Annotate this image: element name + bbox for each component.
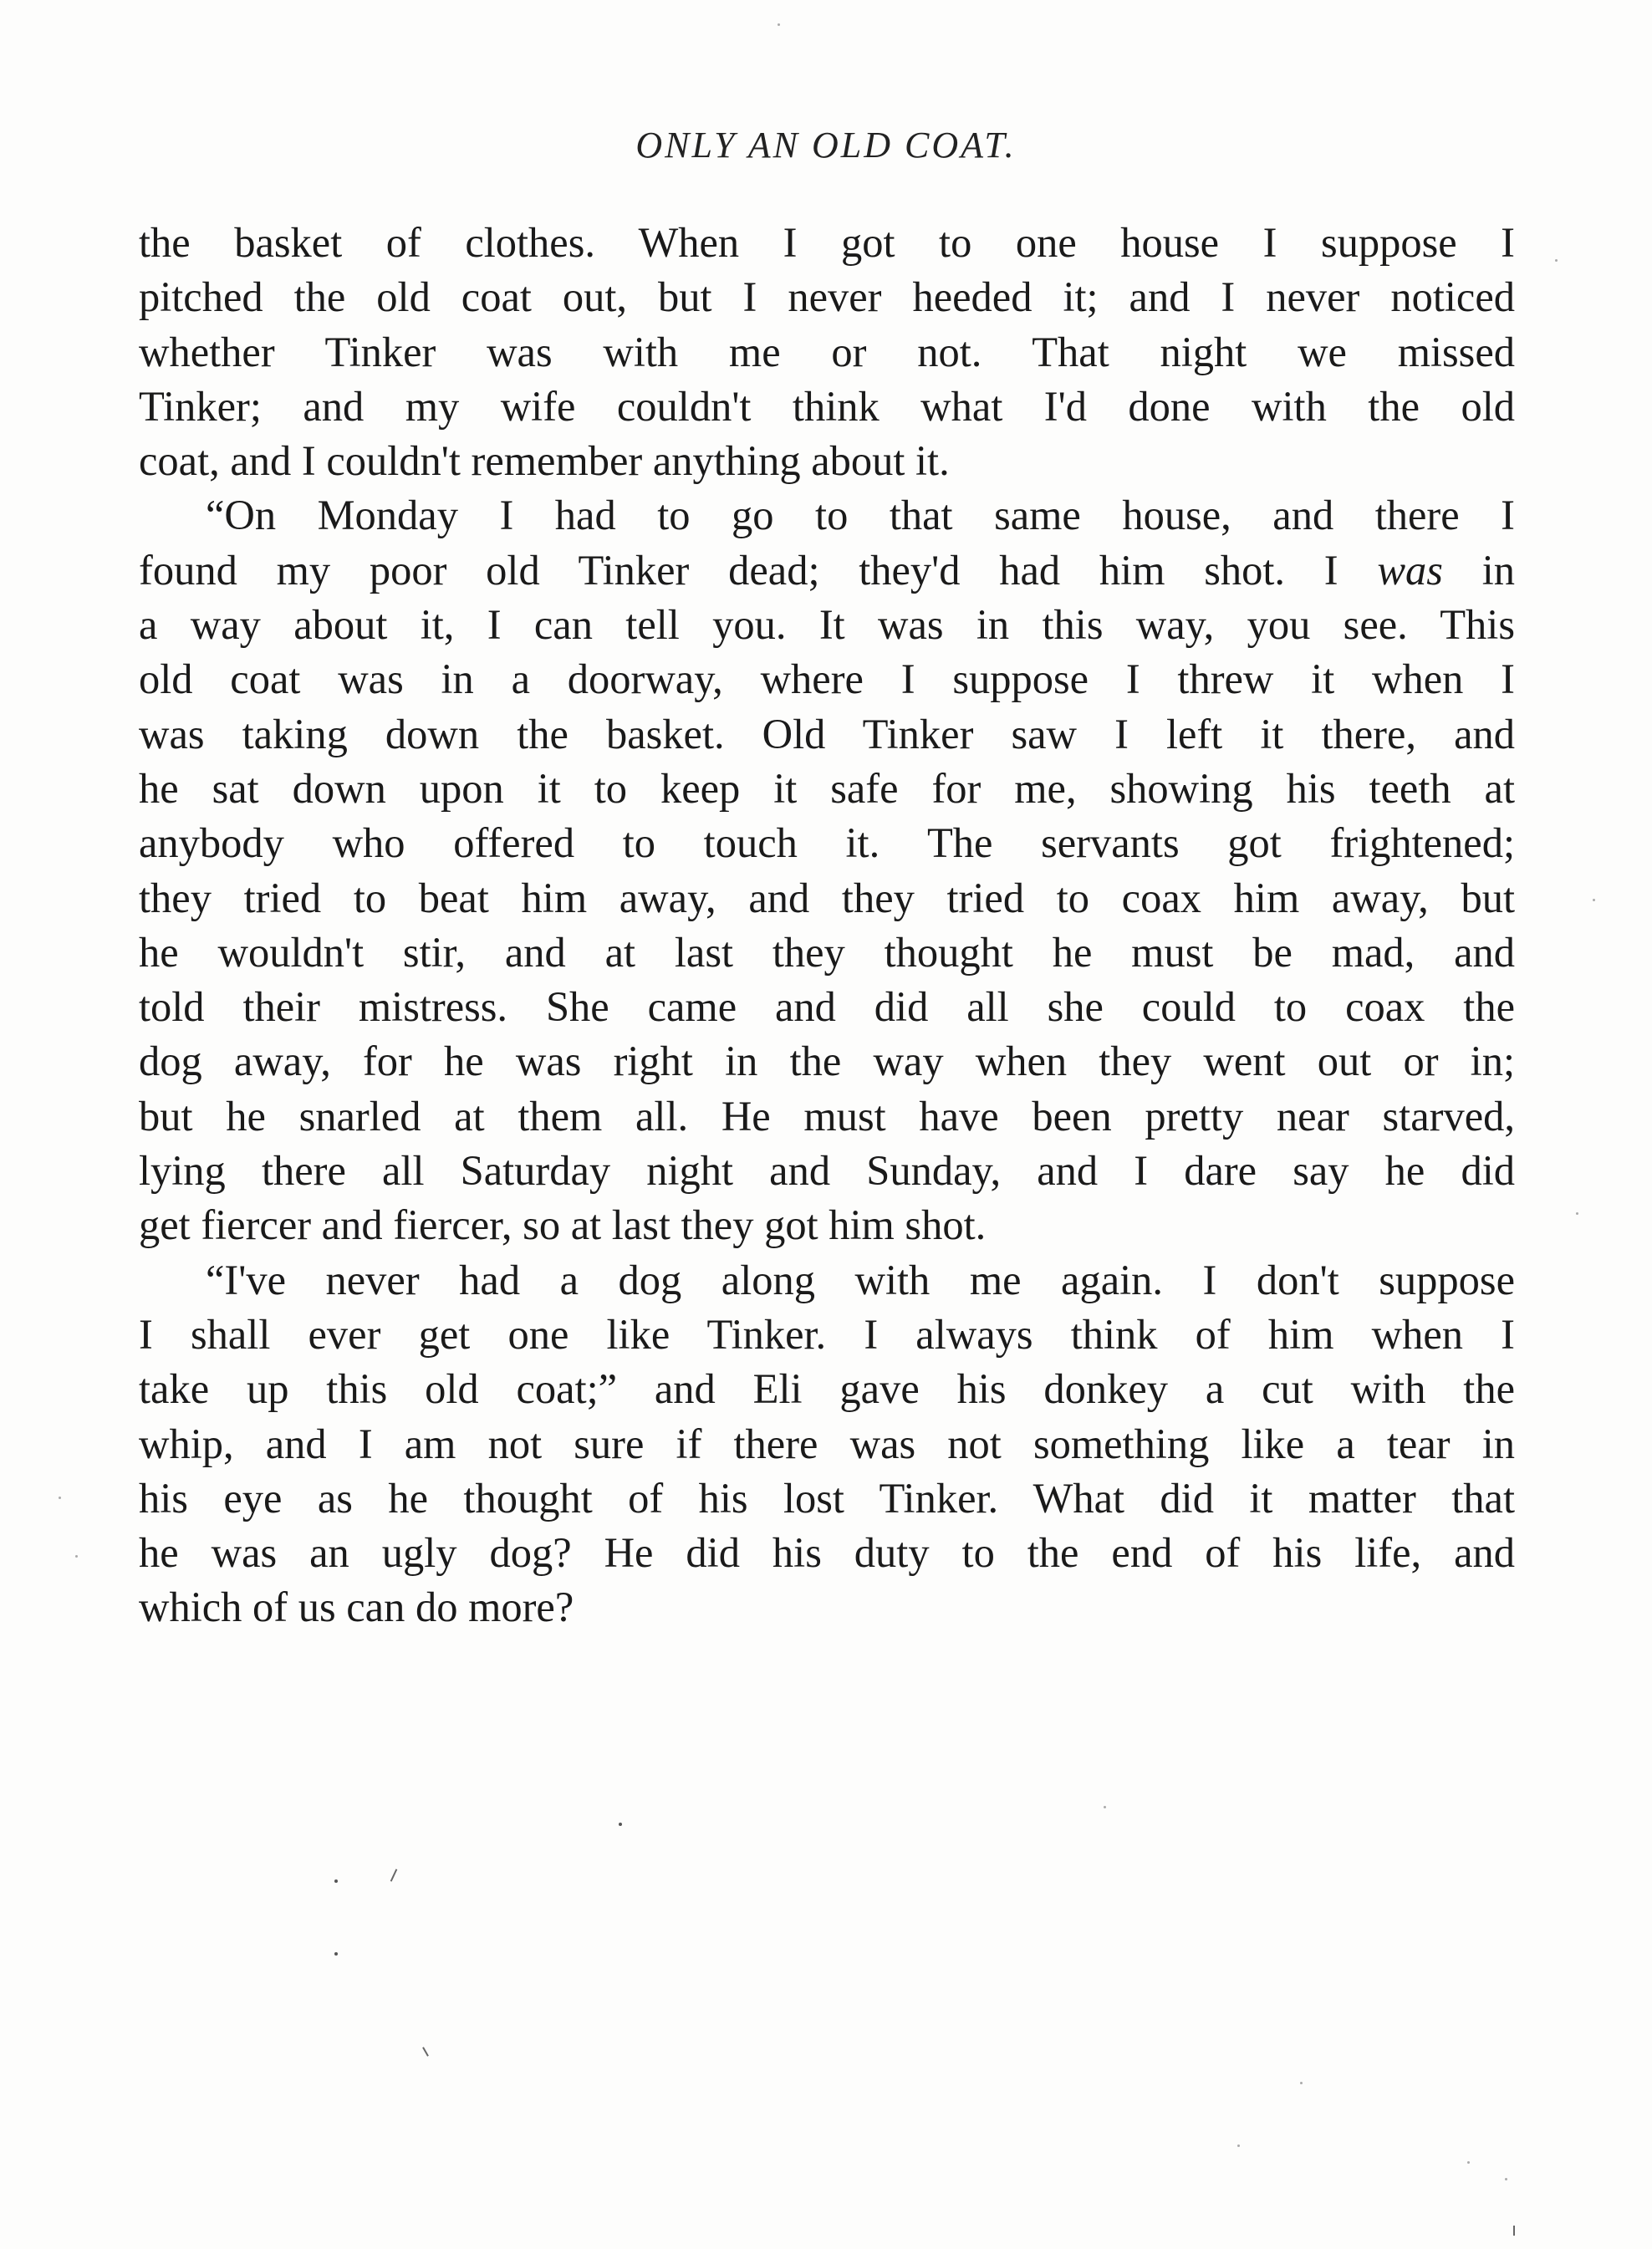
text-line: old coat was in a doorway, where I suppose I threw it when I — [139, 655, 1515, 703]
text-line: whether Tinker was with me or not. That night we missed — [139, 328, 1515, 375]
text-line: lying there all Saturday night and Sunday, and I dare say he did — [139, 1147, 1515, 1195]
scan-speck — [1593, 899, 1595, 901]
text-line: whip, and I am not sure if there was not something like a tear in — [139, 1420, 1515, 1467]
text-line: a way about it, I can tell you. It was in this way, you see. This — [139, 601, 1515, 649]
scan-speck — [1104, 1806, 1106, 1808]
scan-mark — [1513, 2226, 1515, 2236]
scan-speck — [1467, 2161, 1470, 2164]
text-line: he wouldn't stir, and at last they thought he must be mad, and — [139, 928, 1515, 976]
text-line: he was an ugly dog? He did his duty to the end of his life, and — [139, 1529, 1515, 1577]
text-line: but he snarled at them all. He must have been pretty near starved, — [139, 1092, 1515, 1140]
scan-speck — [1300, 2082, 1303, 2084]
line-text: found my poor old Tinker dead; they'd had him shot. I — [139, 546, 1378, 594]
running-title: ONLY AN OLD COAT. — [635, 125, 1017, 166]
paragraph-2 — [139, 488, 1515, 1252]
text-line: he sat down upon it to keep it safe for me, showing his teeth at — [139, 764, 1515, 812]
scan-speck — [334, 1879, 338, 1883]
paragraph-1 — [139, 216, 1515, 488]
scan-speck — [334, 1952, 338, 1956]
text-line: take up this old coat;” and Eli gave his donkey a cut with the — [139, 1365, 1515, 1413]
text-line: told their mistress. She came and did all she could to coax the — [139, 983, 1515, 1031]
line-text-tail: in — [1442, 546, 1515, 594]
scan-speck — [75, 1555, 78, 1558]
text-line: dog away, for he was right in the way when they went out or in; — [139, 1038, 1515, 1085]
scan-speck — [778, 23, 780, 26]
emphasis-word: was — [1377, 546, 1443, 594]
text-line: which of us can do more? — [139, 1583, 574, 1631]
text-line: Tinker; and my wife couldn't think what I'd done with the old — [139, 382, 1515, 430]
scan-mark — [422, 2047, 429, 2056]
scan-speck — [1555, 259, 1558, 262]
scan-speck — [619, 1823, 622, 1826]
text-line: coat, and I couldn't remember anything about it. — [139, 437, 950, 485]
scan-speck — [1505, 2178, 1507, 2180]
text-line: the basket of clothes. When I got to one house I suppose I — [139, 219, 1515, 266]
text-line: get fiercer and fiercer, so at last they got him shot. — [139, 1201, 987, 1249]
scan-mark — [390, 1869, 398, 1881]
paragraph-3 — [139, 1253, 1515, 1635]
text-line: anybody who offered to touch it. The servants got frightened; — [139, 819, 1515, 867]
text-line: “I've never had a dog along with me again. I don't suppose — [206, 1256, 1515, 1303]
scan-speck — [1576, 1212, 1578, 1215]
text-line-with-emphasis — [139, 543, 1515, 598]
scan-speck — [1237, 2144, 1240, 2147]
text-line: “On Monday I had to go to that same house, and there I — [206, 492, 1515, 539]
text-line: they tried to beat him away, and they tried to coax him away, but — [139, 874, 1515, 921]
text-line: pitched the old coat out, but I never heeded it; and I never noticed — [139, 273, 1515, 321]
text-line: I shall ever get one like Tinker. I always think of him when I — [139, 1310, 1515, 1358]
text-line: his eye as he thought of his lost Tinker. What did it matter that — [139, 1474, 1515, 1522]
scan-speck — [59, 1497, 61, 1499]
body-text — [139, 216, 1515, 1635]
text-line: was taking down the basket. Old Tinker saw I left it there, and — [139, 710, 1515, 757]
